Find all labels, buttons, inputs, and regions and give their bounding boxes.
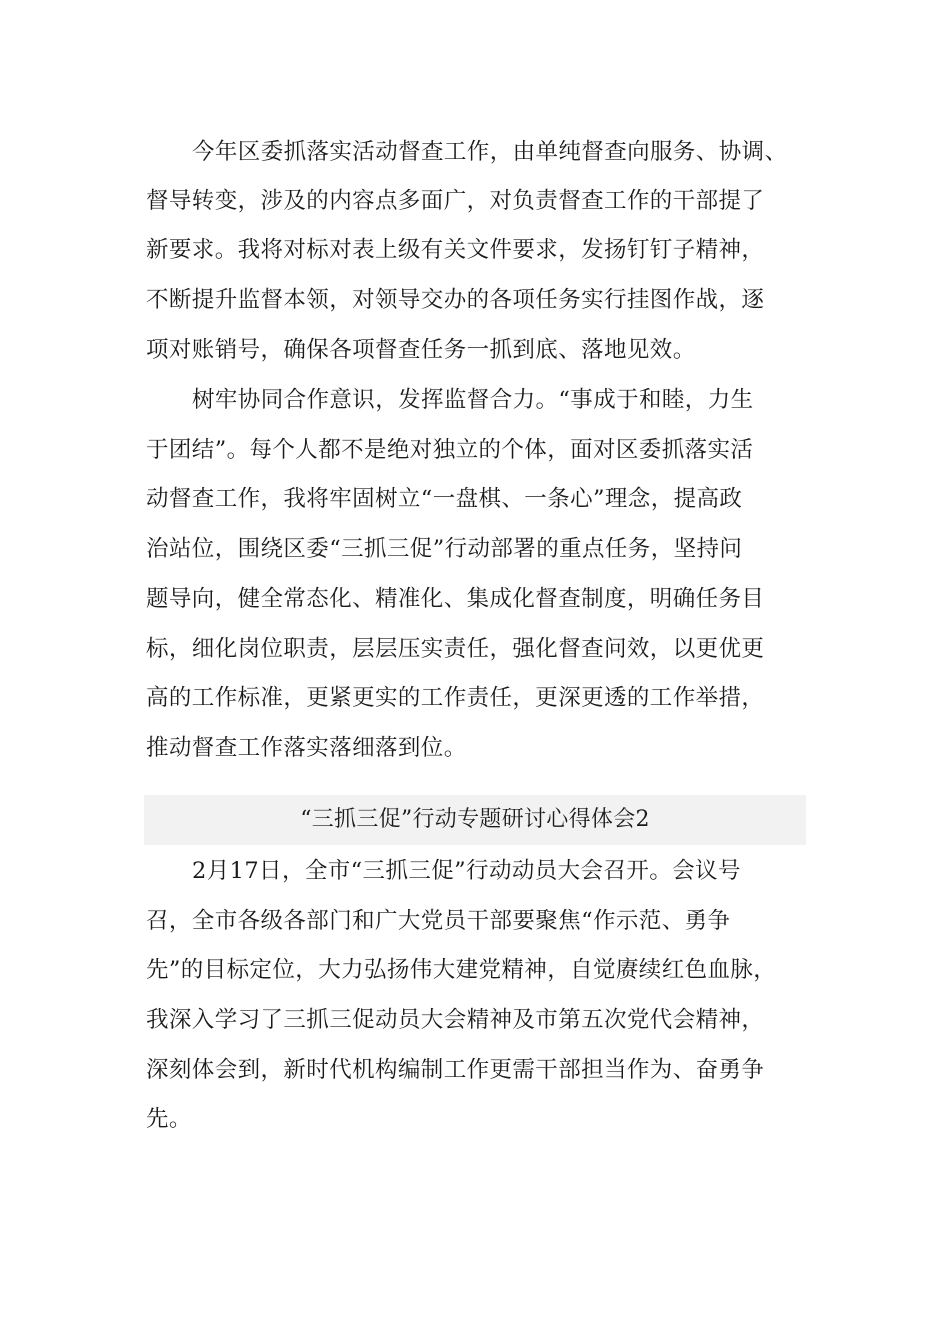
paragraph-2-line-4: 治站位，围绕区委“三抓三促”行动部署的重点任务，坚持问 <box>146 536 743 562</box>
paragraph-2-line-5: 题导向，健全常态化、精准化、集成化督查制度，明确任务目 <box>146 586 765 612</box>
paragraph-3-line-6: 先。 <box>146 1106 192 1132</box>
paragraph-2-line-1: 树牢协同合作意识，发挥监督合力。“事成于和睦，力生 <box>192 387 754 413</box>
paragraph-1-line-3: 新要求。我将对标对表上级有关文件要求，发扬钉钉子精神， <box>146 237 765 263</box>
section-heading: “三抓三促”行动专题研讨心得体会2 <box>300 807 650 832</box>
paragraph-2-line-8: 推动督查工作落实落细落到位。 <box>146 735 467 761</box>
paragraph-1-line-4: 不断提升监督本领，对领导交办的各项任务实行挂图作战，逐 <box>146 287 765 313</box>
paragraph-3-line-2: 召，全市各级各部门和广大党员干部要聚焦“作示范、勇争 <box>146 908 731 934</box>
paragraph-2-line-7: 高的工作标准，更紧更实的工作责任，更深更透的工作举措， <box>146 685 765 711</box>
paragraph-3-line-5: 深刻体会到，新时代机构编制工作更需干部担当作为、奋勇争 <box>146 1057 765 1083</box>
paragraph-2-line-6: 标，细化岗位职责，层层压实责任，强化督查问效，以更优更 <box>146 636 765 662</box>
paragraph-3-line-4: 我深入学习了三抓三促动员大会精神及市第五次党代会精神， <box>146 1007 765 1033</box>
paragraph-2-line-3: 动督查工作，我将牢固树立“一盘棋、一条心”理念，提高政 <box>146 486 743 512</box>
paragraph-1-line-1: 今年区委抓落实活动督查工作，由单纯督查向服务、协调、 <box>192 139 788 165</box>
paragraph-1-line-5: 项对账销号，确保各项督查任务一抓到底、落地见效。 <box>146 337 696 363</box>
paragraph-3-line-1: 2月17日，全市“三抓三促”行动动员大会召开。会议号 <box>192 858 741 884</box>
paragraph-1-line-2: 督导转变，涉及的内容点多面广，对负责督查工作的干部提了 <box>146 188 765 214</box>
section-heading-box <box>144 795 806 845</box>
paragraph-3-line-3: 先”的目标定位，大力弘扬伟大建党精神，自觉赓续红色血脉， <box>146 957 777 983</box>
paragraph-2-line-2: 于团结”。每个人都不是绝对独立的个体，面对区委抓落实活 <box>146 437 754 463</box>
